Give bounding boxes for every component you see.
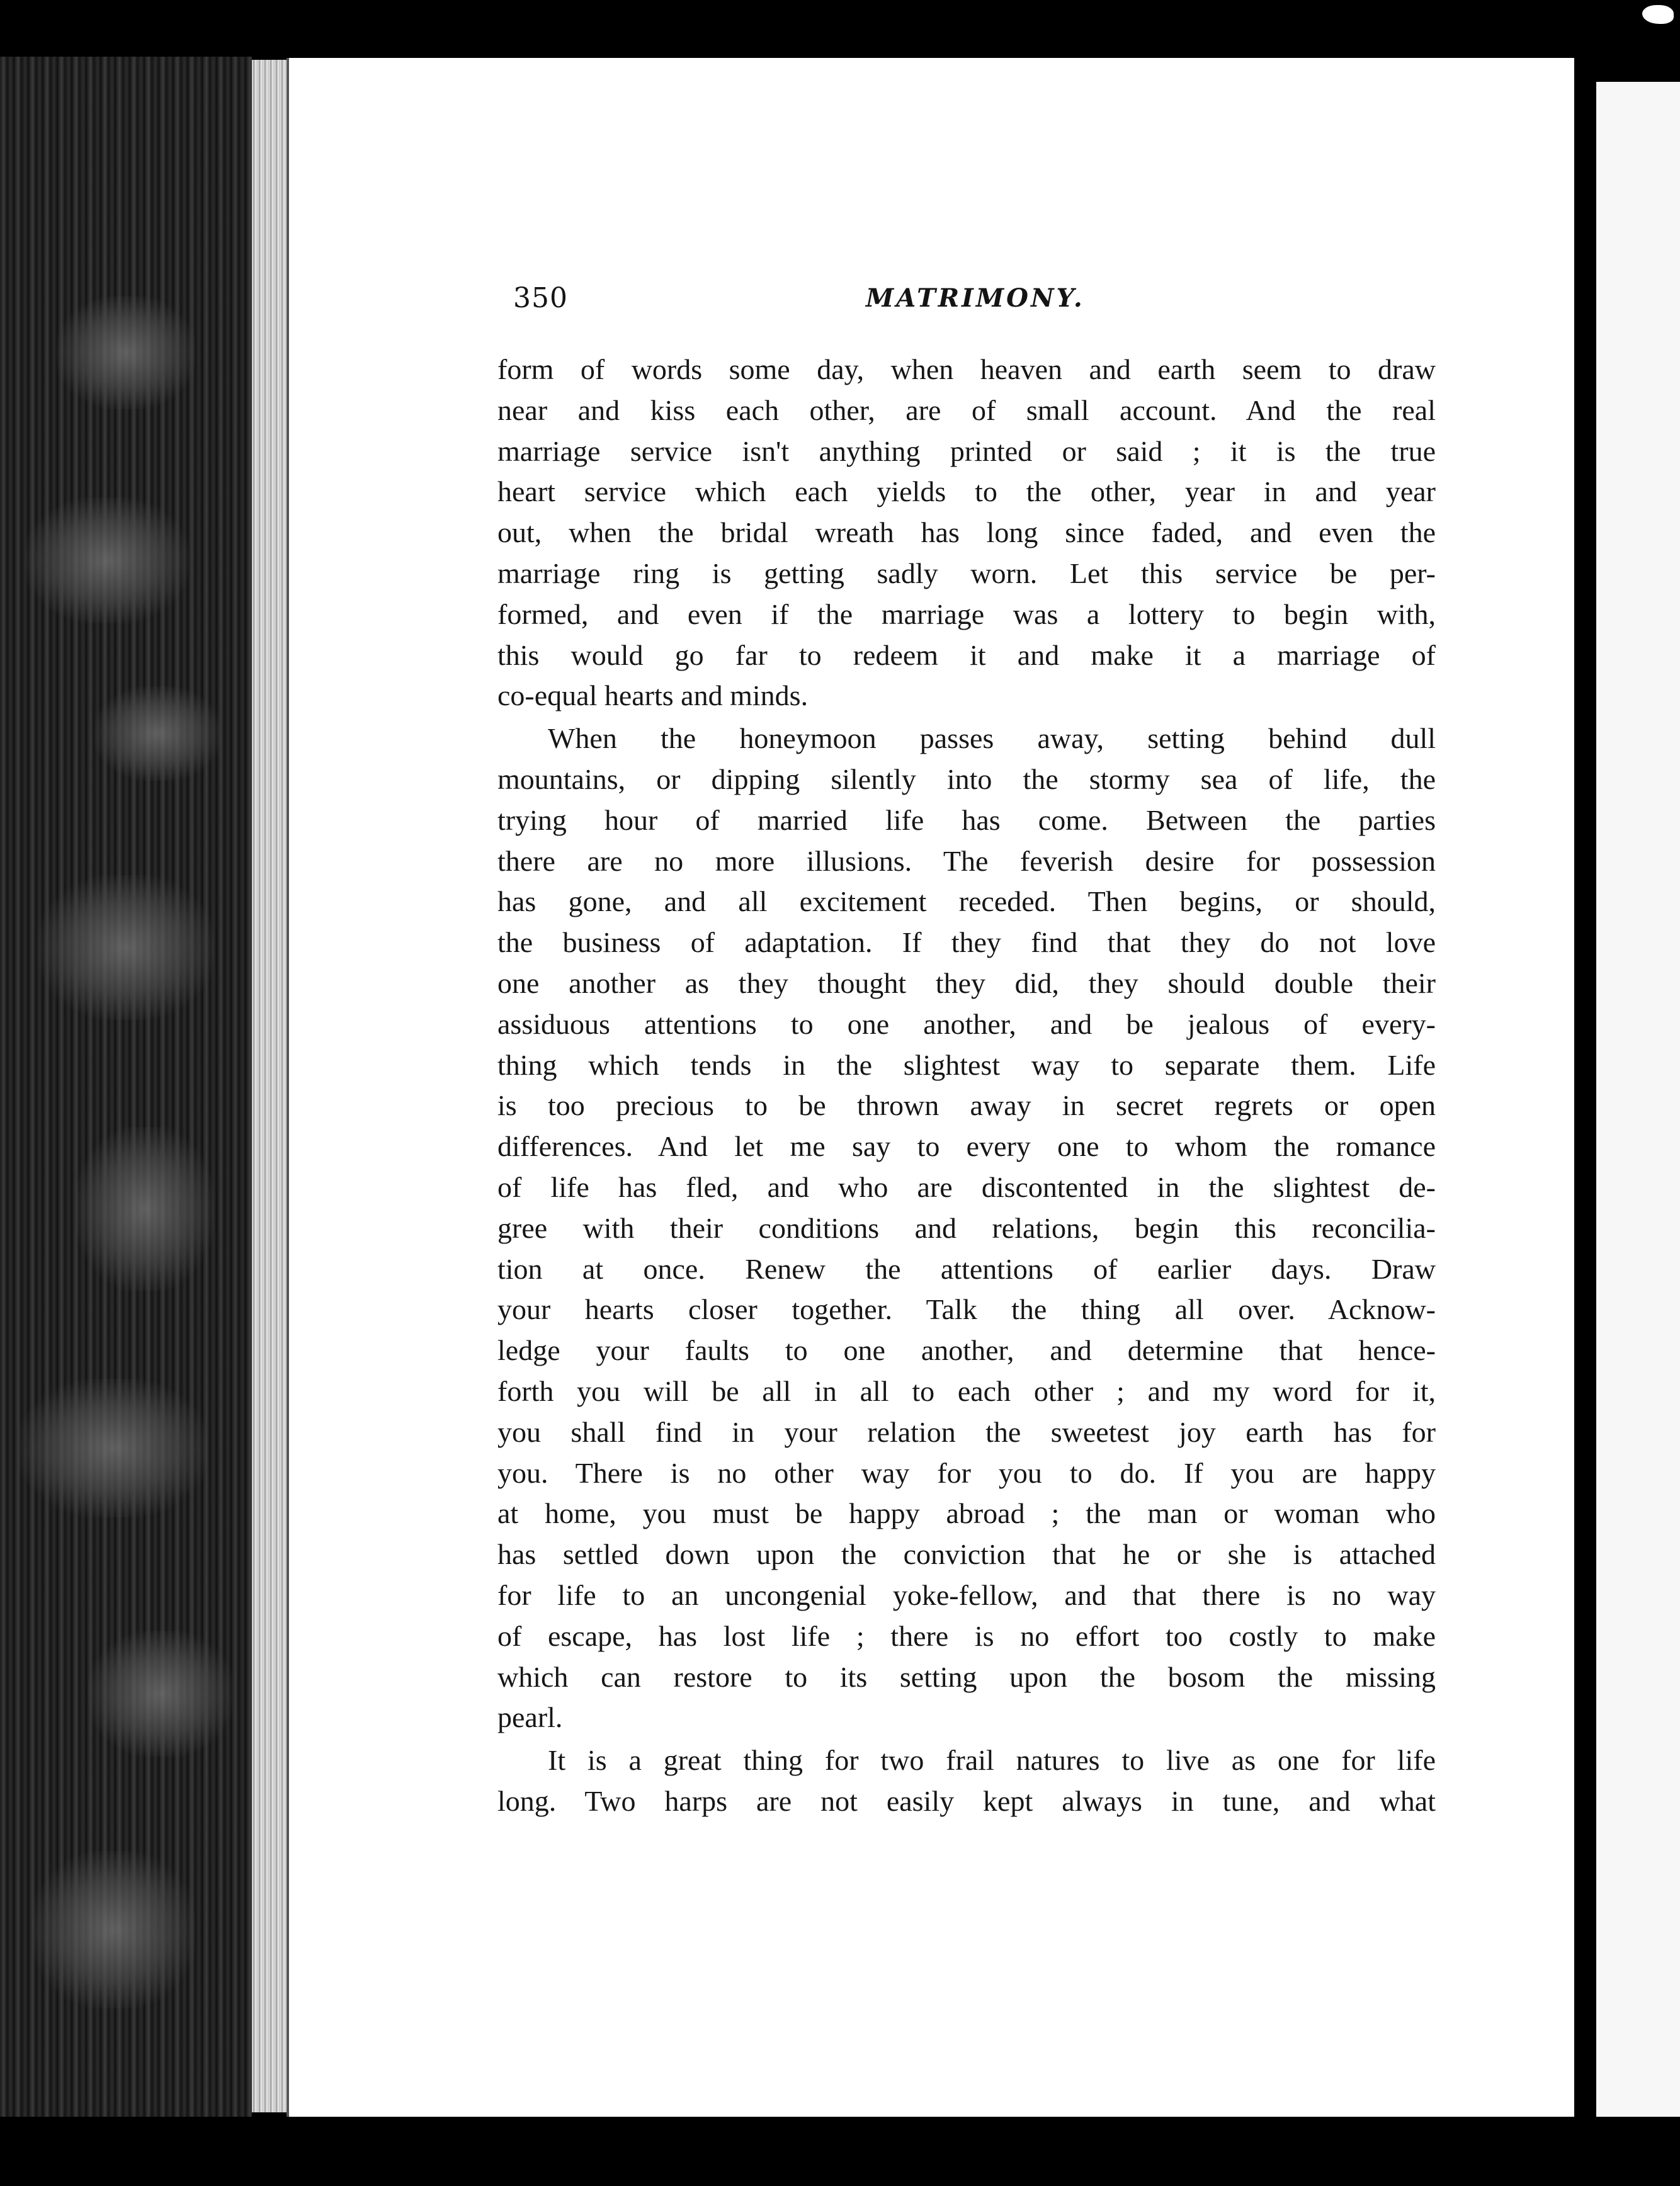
text-line: marriage ring is getting sadly worn. Let this service be per- — [497, 557, 1436, 589]
scan-bottom-border — [0, 2117, 1680, 2186]
text-line: thing which tends in the slightest way to separate them. Life — [497, 1048, 1436, 1081]
text-line: at home, you must be happy abroad ; the man or woman who — [497, 1497, 1436, 1530]
text-line: this would go far to redeem it and make it a marriage of — [497, 638, 1436, 671]
text-line: your hearts closer together. Talk the thing all over. Acknow- — [497, 1293, 1436, 1326]
text-line: It is a great thing for two frail natures to live as one for life — [548, 1744, 1436, 1777]
page-number: 350 — [513, 282, 568, 314]
text-line: heart service which each yields to the other, year in and year — [497, 475, 1436, 508]
text-line: of escape, has lost life ; there is no effort too costly to make — [497, 1619, 1436, 1652]
scan-speck — [1642, 5, 1674, 24]
text-line: long. Two harps are not easily kept always in tune, and what — [497, 1784, 1436, 1817]
text-line: has gone, and all excitement receded. Then begins, or should, — [497, 885, 1436, 918]
book-gutter — [1574, 58, 1596, 2136]
page-header — [513, 282, 1429, 320]
text-line: near and kiss each other, are of small account. And the real — [497, 394, 1436, 426]
text-line: ledge your faults to one another, and determine that hence- — [497, 1334, 1436, 1367]
text-line: there are no more illusions. The feverish desire for possession — [497, 844, 1436, 877]
text-line: mountains, or dipping silently into the stormy sea of life, the — [497, 762, 1436, 795]
paragraph — [497, 349, 1436, 716]
text-line: which can restore to its setting upon the bosom the missing — [497, 1660, 1436, 1693]
text-line: When the honeymoon passes away, setting behind dull — [548, 722, 1436, 755]
page-stack-edges — [252, 60, 290, 2112]
facing-page-edge — [1596, 82, 1680, 2128]
scan-top-border — [0, 0, 1680, 60]
paragraph — [497, 1740, 1436, 1822]
text-line: of life has fled, and who are discontented in the slightest de- — [497, 1170, 1436, 1203]
text-line: gree with their conditions and relations, begin this reconcilia- — [497, 1211, 1436, 1244]
text-line: forth you will be all in all to each other ; and my word for it, — [497, 1374, 1436, 1407]
text-line: marriage service isn't anything printed or said ; it is the true — [497, 434, 1436, 467]
body-text — [497, 349, 1436, 1824]
text-line: formed, and even if the marriage was a lottery to begin with, — [497, 597, 1436, 630]
text-line: differences. And let me say to every one to whom the romance — [497, 1130, 1436, 1163]
text-line: out, when the bridal wreath has long since faded, and even the — [497, 516, 1436, 549]
text-line: form of words some day, when heaven and earth seem to draw — [497, 353, 1436, 385]
text-line: you shall find in your relation the sweetest joy earth has for — [497, 1415, 1436, 1448]
text-line: trying hour of married life has come. Between the parties — [497, 803, 1436, 836]
text-line: pearl. — [497, 1701, 563, 1734]
text-line: the business of adaptation. If they find that they do not love — [497, 926, 1436, 959]
running-head: MATRIMONY. — [866, 283, 1085, 313]
text-line: one another as they thought they did, they should double their — [497, 966, 1436, 999]
text-line: assiduous attentions to one another, and be jealous of every- — [497, 1007, 1436, 1040]
paragraph — [497, 718, 1436, 1738]
text-line: you. There is no other way for you to do. If you are happy — [497, 1456, 1436, 1489]
text-line: co-equal hearts and minds. — [497, 679, 809, 712]
text-line: has settled down upon the conviction that he or she is attached — [497, 1538, 1436, 1571]
text-line: for life to an uncongenial yoke-fellow, and that there is no way — [497, 1578, 1436, 1611]
text-line: tion at once. Renew the attentions of earlier days. Draw — [497, 1252, 1436, 1285]
text-line: is too precious to be thrown away in secret regrets or open — [497, 1089, 1436, 1122]
book-fore-edge — [0, 57, 252, 2134]
